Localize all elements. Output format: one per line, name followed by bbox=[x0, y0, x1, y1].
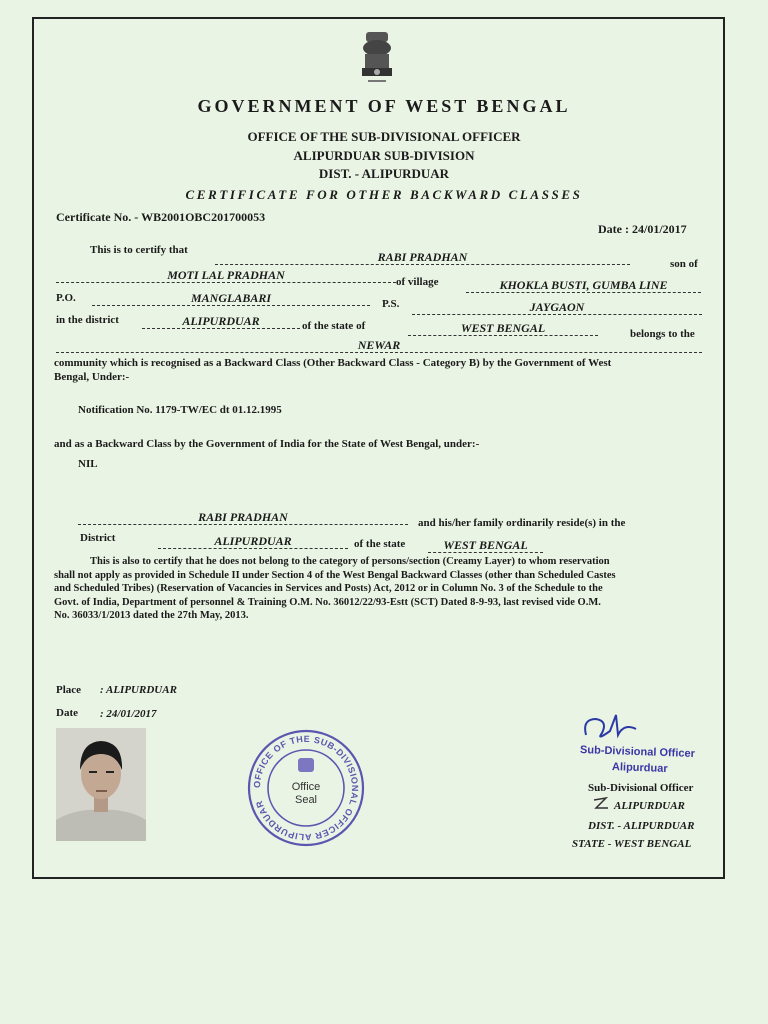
signatory-place: ALIPURDUAR bbox=[614, 800, 685, 812]
district-title: DIST. - ALIPURDUAR bbox=[318, 166, 450, 181]
certificate-number: Certificate No. - WB2001OBC201700053 bbox=[56, 210, 266, 224]
district-name: ALIPURDUAR bbox=[142, 314, 300, 329]
post-office: MANGLABARI bbox=[92, 291, 370, 306]
ps-label: P.S. bbox=[382, 298, 400, 310]
svg-text:Seal: Seal bbox=[294, 794, 318, 806]
signature-icon bbox=[580, 705, 640, 745]
community-name: NEWAR bbox=[56, 338, 702, 353]
candidate-name: RABI PRADHAN bbox=[215, 250, 630, 265]
office-seal-icon bbox=[244, 728, 368, 848]
state-name: WEST BENGAL bbox=[408, 321, 598, 336]
district-label-2: District bbox=[80, 532, 116, 544]
office-title: OFFICE OF THE SUB-DIVISIONAL OFFICER bbox=[247, 129, 521, 144]
reside-label: and his/her family ordinarily reside(s) in the bbox=[418, 517, 626, 529]
place-value: : ALIPURDUAR bbox=[100, 684, 177, 696]
date-value: : 24/01/2017 bbox=[100, 708, 157, 720]
candidate-photo bbox=[56, 728, 146, 841]
village-name: KHOKLA BUSTI, GUMBA LINE bbox=[466, 278, 701, 293]
of-state-label: of the state of bbox=[302, 320, 366, 332]
certificate-title: CERTIFICATE FOR OTHER BACKWARD CLASSES bbox=[185, 187, 583, 202]
state-emblem-icon bbox=[356, 30, 398, 90]
notification-number: Notification No. 1179-TW/EC dt 01.12.1995 bbox=[78, 404, 282, 416]
government-title: GOVERNMENT OF WEST BENGAL bbox=[197, 96, 571, 116]
state-name-2: WEST BENGAL bbox=[428, 538, 543, 553]
state-label-2: of the state bbox=[354, 538, 406, 550]
svg-text:OFFICE OF THE SUB-DIVISIONAL O: OFFICE OF THE SUB-DIVISIONAL OFFICER ALIPURDUAR bbox=[251, 733, 361, 843]
goi-text: and as a Backward Class by the Government of India for the State of West Bengal, under:- bbox=[54, 438, 480, 450]
date-label: Date bbox=[56, 707, 78, 719]
goi-value: NIL bbox=[78, 458, 98, 470]
subdivision-title: ALIPURDUAR SUB-DIVISION bbox=[293, 148, 475, 163]
police-station: JAYGAON bbox=[412, 300, 702, 315]
son-of-label: son of bbox=[670, 258, 698, 270]
father-name: MOTI LAL PRADHAN bbox=[56, 268, 396, 283]
district-name-2: ALIPURDUAR bbox=[158, 534, 348, 549]
signatory-district: DIST. - ALIPURDUAR bbox=[588, 820, 695, 832]
initial-mark-icon bbox=[592, 796, 610, 812]
community-text: community which is recognised as a Backward Class (Other Backward Class - Category B) by the Government of West Bengal, Under:- bbox=[54, 357, 612, 383]
certificate-date: Date : 24/01/2017 bbox=[598, 222, 687, 236]
place-label: Place bbox=[56, 684, 82, 696]
certify-label: This is to certify that bbox=[90, 244, 188, 256]
in-district-label: in the district bbox=[56, 314, 119, 326]
po-label: P.O. bbox=[56, 292, 76, 304]
officer-stamp-title: Sub-Divisional Officer bbox=[579, 743, 696, 761]
village-label: of village bbox=[396, 276, 439, 288]
officer-stamp-place: Alipurduar bbox=[611, 761, 668, 775]
belongs-label: belongs to the bbox=[630, 328, 695, 340]
signatory-title: Sub-Divisional Officer bbox=[588, 782, 694, 794]
svg-text:Office: Office bbox=[291, 781, 321, 793]
signatory-state: STATE - WEST BENGAL bbox=[572, 838, 692, 850]
creamy-layer-text: This is also to certify that he does not belong to the category of persons/section (Creamy Layer) to whom reservation shall not apply as provided in Schedule II under Section 4 of the West Bengal Backward Classes (other than Scheduled Castes and Scheduled Tribes) (Reservation of Vacancies in Services and Posts) Act, 2012 or in Column No. 3 of the Schedule to the Govt. of India, Department of personnel & Training O.M. No. 36012/22/93-Estt (SCT) Dated 8-9-93, last revised vide O.M. No. 36033/1/2013 dated the 27th May, 2013. bbox=[54, 556, 616, 621]
candidate-name-residence: RABI PRADHAN bbox=[78, 510, 408, 525]
